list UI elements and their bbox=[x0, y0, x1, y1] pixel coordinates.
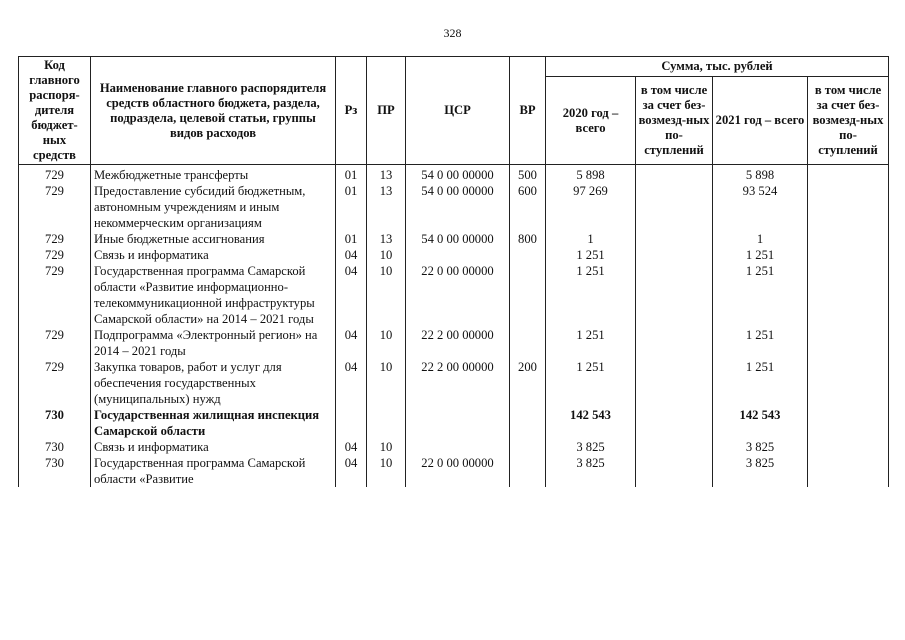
cell-rz: 04 bbox=[336, 359, 367, 407]
cell-2021-total: 5 898 bbox=[713, 165, 808, 184]
cell-2020-free bbox=[636, 231, 713, 247]
cell-code: 729 bbox=[19, 231, 91, 247]
cell-rz: 01 bbox=[336, 231, 367, 247]
cell-rz: 01 bbox=[336, 165, 367, 184]
cell-pr: 10 bbox=[367, 247, 406, 263]
cell-rz: 04 bbox=[336, 247, 367, 263]
cell-vr bbox=[510, 263, 546, 327]
cell-name: Подпрограмма «Электронный регион» на 2014 – 2021 годы bbox=[91, 327, 336, 359]
cell-rz: 04 bbox=[336, 327, 367, 359]
cell-name: Предоставление субсидий бюджетным, автономным учреждениям и иным некоммерческим организациям bbox=[91, 183, 336, 231]
table-header bbox=[19, 57, 889, 165]
cell-csr bbox=[406, 407, 510, 439]
cell-rz: 01 bbox=[336, 183, 367, 231]
cell-2021-total: 3 825 bbox=[713, 455, 808, 487]
cell-2021-free bbox=[808, 327, 889, 359]
cell-name: Государственная жилищная инспекция Самарской области bbox=[91, 407, 336, 439]
cell-code: 729 bbox=[19, 263, 91, 327]
cell-2020-free bbox=[636, 327, 713, 359]
cell-rz: 04 bbox=[336, 439, 367, 455]
cell-2020-free bbox=[636, 263, 713, 327]
cell-code: 730 bbox=[19, 407, 91, 439]
cell-vr bbox=[510, 407, 546, 439]
table-row bbox=[19, 455, 889, 487]
page-number: 328 bbox=[443, 26, 462, 40]
cell-pr: 13 bbox=[367, 231, 406, 247]
table-row bbox=[19, 247, 889, 263]
cell-2020-total: 1 bbox=[546, 231, 636, 247]
cell-pr: 10 bbox=[367, 439, 406, 455]
cell-2020-free bbox=[636, 439, 713, 455]
header-rz: Рз bbox=[336, 57, 367, 165]
cell-csr bbox=[406, 247, 510, 263]
cell-code: 729 bbox=[19, 327, 91, 359]
cell-name: Связь и информатика bbox=[91, 247, 336, 263]
cell-pr: 10 bbox=[367, 455, 406, 487]
cell-pr: 10 bbox=[367, 263, 406, 327]
cell-csr: 22 2 00 00000 bbox=[406, 327, 510, 359]
cell-2020-free bbox=[636, 359, 713, 407]
cell-vr bbox=[510, 455, 546, 487]
cell-2020-total: 1 251 bbox=[546, 263, 636, 327]
cell-pr: 13 bbox=[367, 183, 406, 231]
cell-csr: 22 0 00 00000 bbox=[406, 455, 510, 487]
cell-code: 730 bbox=[19, 439, 91, 455]
header-2021-free: в том числе за счет без-возмезд-ных по-ступлений bbox=[808, 77, 889, 165]
cell-pr: 10 bbox=[367, 327, 406, 359]
cell-2021-free bbox=[808, 183, 889, 231]
cell-csr: 54 0 00 00000 bbox=[406, 231, 510, 247]
cell-vr: 600 bbox=[510, 183, 546, 231]
table-row bbox=[19, 439, 889, 455]
cell-csr: 54 0 00 00000 bbox=[406, 183, 510, 231]
header-2020-free: в том числе за счет без-возмезд-ных по-ступлений bbox=[636, 77, 713, 165]
cell-rz: 04 bbox=[336, 263, 367, 327]
cell-2021-free bbox=[808, 247, 889, 263]
cell-2020-free bbox=[636, 247, 713, 263]
cell-2021-free bbox=[808, 407, 889, 439]
cell-2021-free bbox=[808, 439, 889, 455]
header-name: Наименование главного распорядителя средств областного бюджета, раздела, подраздела, целевой статьи, группы видов расходов bbox=[91, 57, 336, 165]
cell-2021-total: 93 524 bbox=[713, 183, 808, 231]
cell-name: Иные бюджетные ассигнования bbox=[91, 231, 336, 247]
cell-code: 729 bbox=[19, 183, 91, 231]
cell-2021-total: 1 251 bbox=[713, 263, 808, 327]
cell-rz: 04 bbox=[336, 455, 367, 487]
table-body bbox=[19, 165, 889, 488]
cell-name: Связь и информатика bbox=[91, 439, 336, 455]
cell-code: 730 bbox=[19, 455, 91, 487]
cell-2021-total: 142 543 bbox=[713, 407, 808, 439]
cell-2021-total: 1 251 bbox=[713, 247, 808, 263]
cell-2020-total: 142 543 bbox=[546, 407, 636, 439]
cell-code: 729 bbox=[19, 165, 91, 184]
cell-csr: 54 0 00 00000 bbox=[406, 165, 510, 184]
cell-2020-total: 97 269 bbox=[546, 183, 636, 231]
cell-code: 729 bbox=[19, 247, 91, 263]
cell-2020-total: 5 898 bbox=[546, 165, 636, 184]
table-row bbox=[19, 263, 889, 327]
cell-vr bbox=[510, 439, 546, 455]
cell-vr bbox=[510, 247, 546, 263]
cell-2020-total: 1 251 bbox=[546, 327, 636, 359]
cell-csr: 22 0 00 00000 bbox=[406, 263, 510, 327]
cell-vr: 500 bbox=[510, 165, 546, 184]
budget-table bbox=[18, 56, 889, 487]
table-row bbox=[19, 165, 889, 184]
table-row bbox=[19, 183, 889, 231]
cell-2020-total: 3 825 bbox=[546, 455, 636, 487]
cell-vr: 800 bbox=[510, 231, 546, 247]
header-2021-total: 2021 год – всего bbox=[713, 77, 808, 165]
header-2020-total: 2020 год – всего bbox=[546, 77, 636, 165]
cell-2020-total: 1 251 bbox=[546, 359, 636, 407]
header-sum-group: Сумма, тыс. рублей bbox=[546, 57, 889, 77]
cell-pr: 10 bbox=[367, 359, 406, 407]
header-code: Код главного распоря-дителя бюджет-ных средств bbox=[19, 57, 91, 165]
cell-code: 729 bbox=[19, 359, 91, 407]
cell-csr: 22 2 00 00000 bbox=[406, 359, 510, 407]
cell-2021-free bbox=[808, 165, 889, 184]
cell-csr bbox=[406, 439, 510, 455]
cell-2020-free bbox=[636, 183, 713, 231]
cell-vr bbox=[510, 327, 546, 359]
header-vr: ВР bbox=[510, 57, 546, 165]
cell-2021-free bbox=[808, 231, 889, 247]
cell-name: Государственная программа Самарской области «Развитие bbox=[91, 455, 336, 487]
cell-vr: 200 bbox=[510, 359, 546, 407]
cell-pr bbox=[367, 407, 406, 439]
cell-2021-total: 1 bbox=[713, 231, 808, 247]
cell-2020-free bbox=[636, 407, 713, 439]
table-row bbox=[19, 327, 889, 359]
table-row bbox=[19, 407, 889, 439]
cell-2021-free bbox=[808, 263, 889, 327]
cell-2020-free bbox=[636, 165, 713, 184]
cell-2021-free bbox=[808, 359, 889, 407]
table-row bbox=[19, 359, 889, 407]
cell-pr: 13 bbox=[367, 165, 406, 184]
cell-2020-total: 1 251 bbox=[546, 247, 636, 263]
cell-2021-free bbox=[808, 455, 889, 487]
table-row bbox=[19, 231, 889, 247]
cell-2021-total: 1 251 bbox=[713, 327, 808, 359]
header-pr: ПР bbox=[367, 57, 406, 165]
header-csr: ЦСР bbox=[406, 57, 510, 165]
cell-name: Государственная программа Самарской области «Развитие информационно-телекоммуникационной инфраструктуры Самарской области» на 2014 – 2021 годы bbox=[91, 263, 336, 327]
cell-2021-total: 3 825 bbox=[713, 439, 808, 455]
cell-2020-free bbox=[636, 455, 713, 487]
cell-2020-total: 3 825 bbox=[546, 439, 636, 455]
cell-rz bbox=[336, 407, 367, 439]
cell-2021-total: 1 251 bbox=[713, 359, 808, 407]
cell-name: Межбюджетные трансферты bbox=[91, 165, 336, 184]
cell-name: Закупка товаров, работ и услуг для обеспечения государственных (муниципальных) нужд bbox=[91, 359, 336, 407]
